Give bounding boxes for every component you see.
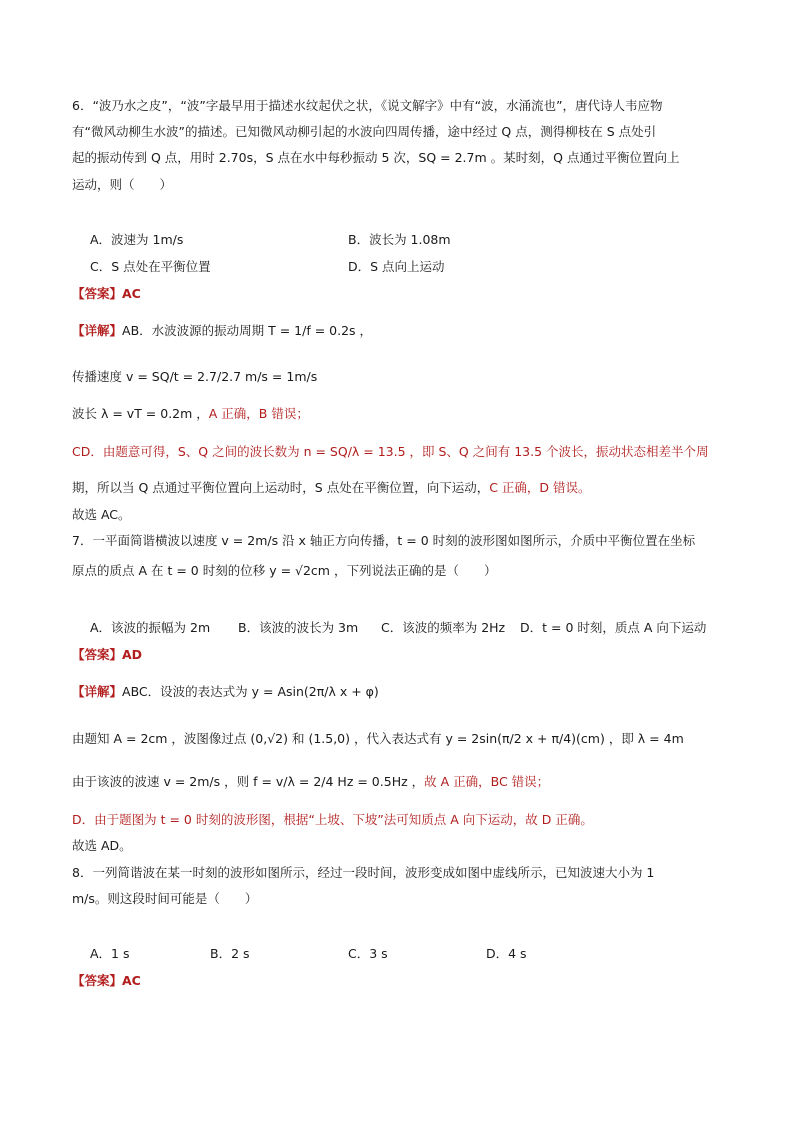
q6-option-c: C．S 点处在平衡位置	[90, 259, 211, 274]
q6-stem-line-2: 有“微风动柳生水波”的描述。已知微风动柳引起的水波向四周传播，途中经过 Q 点，测得柳枝在 S 点处引	[72, 124, 657, 139]
q7-conclusion: 故选 AD。	[72, 838, 132, 853]
q7-option-c: C．该波的频率为 2Hz	[381, 620, 506, 635]
q6-option-a: A．波速为 1m/s	[90, 232, 184, 247]
q7-amplitude-line: 由题知 A = 2cm ，波图像过点 (0,√2) 和 (1.5,0) ，代入表达式有 y = 2sin(π/2 x + π/4)(cm) ，即 λ = 4m	[72, 731, 684, 746]
q7-frequency-judgement: 故 A 正确，BC 错误；	[424, 774, 550, 789]
q6-option-b: B．波长为 1.08m	[348, 232, 451, 247]
q7-detail-label: 【详解】	[72, 684, 123, 699]
q6-detail-ab	[72, 322, 372, 340]
q6-stem-line-1: 6．“波乃水之皮”，“波”字最早用于描述水纹起伏之状，《说文解字》中有“波，水涌流也”，唐代诗人韦应物	[72, 98, 663, 113]
q6-wavelength-judgement: A 正确，B 错误；	[208, 406, 309, 421]
q8-option-d: D．4 s	[486, 946, 527, 961]
q7-d-line: D．由于题图为 t = 0 时刻的波形图，根据“上坡、下坡”法可知质点 A 向下运动，故 D 正确。	[72, 812, 593, 827]
q7-option-b: B．该波的波长为 3m	[238, 620, 359, 635]
q8-stem-line-1: 8．一列简谐波在某一时刻的波形如图所示，经过一段时间，波形变成如图中虚线所示，已知波速大小为 1	[72, 865, 655, 880]
q7-detail-abc	[72, 683, 379, 701]
q7-option-d: D．t = 0 时刻，质点 A 向下运动	[520, 620, 707, 635]
q7-answer: 【答案】AD	[72, 647, 143, 662]
q7-option-a: A．该波的振幅为 2m	[90, 620, 211, 635]
q6-cd-line-2-text: 期，所以当 Q 点通过平衡位置向上运动时，S 点处在平衡位置，向下运动，	[72, 480, 490, 495]
q8-stem-line-2: m/s。则这段时间可能是（ ）	[72, 891, 258, 906]
q7-stem-line-2: 原点的质点 A 在 t = 0 时刻的位移 y = √2cm ，下列说法正确的是（ ）	[72, 563, 497, 578]
q6-wavelength-text: 波长 λ = vT = 0.2m ，	[72, 406, 209, 421]
q6-cd-line-1: CD．由题意可得，S、Q 之间的波长数为 n = SQ/λ = 13.5 ，即 S、Q 之间有 13.5 个波长，振动状态相差半个周	[72, 444, 709, 459]
q8-option-b: B．2 s	[210, 946, 250, 961]
q6-stem-line-4: 运动，则（ ）	[72, 177, 173, 192]
q6-cd-line-2	[72, 479, 591, 497]
q8-option-c: C．3 s	[348, 946, 388, 961]
q6-cd-line-2-judgement: C 正确，D 错误。	[489, 480, 591, 495]
q6-conclusion: 故选 AC。	[72, 507, 131, 522]
q8-answer: 【答案】AC	[72, 973, 141, 988]
q6-stem-line-3: 起的振动传到 Q 点，用时 2.70s，S 点在水中每秒振动 5 次，SQ = 2.7m 。某时刻，Q 点通过平衡位置向上	[72, 150, 680, 165]
q6-option-d: D．S 点向上运动	[348, 259, 445, 274]
q6-answer: 【答案】AC	[72, 286, 141, 301]
q7-frequency-text: 由于该波的波速 v = 2m/s ，则 f = v/λ = 2/4 Hz = 0.5Hz ，	[72, 774, 425, 789]
q6-speed: 传播速度 v = SQ/t = 2.7/2.7 m/s = 1m/s	[72, 369, 318, 384]
q6-detail-ab-text: AB．水波波源的振动周期 T = 1/f = 0.2s ，	[122, 323, 373, 338]
q7-frequency-line	[72, 773, 549, 791]
q7-stem-line-1: 7．一平面简谐横波以速度 v = 2m/s 沿 x 轴正方向传播，t = 0 时刻的波形图如图所示，介质中平衡位置在坐标	[72, 533, 696, 548]
q6-wavelength	[72, 405, 309, 423]
q7-detail-abc-text: ABC．设波的表达式为 y = Asin(2π/λ x + φ)	[122, 684, 379, 699]
q8-option-a: A．1 s	[90, 946, 130, 961]
q6-detail-label: 【详解】	[72, 323, 123, 338]
